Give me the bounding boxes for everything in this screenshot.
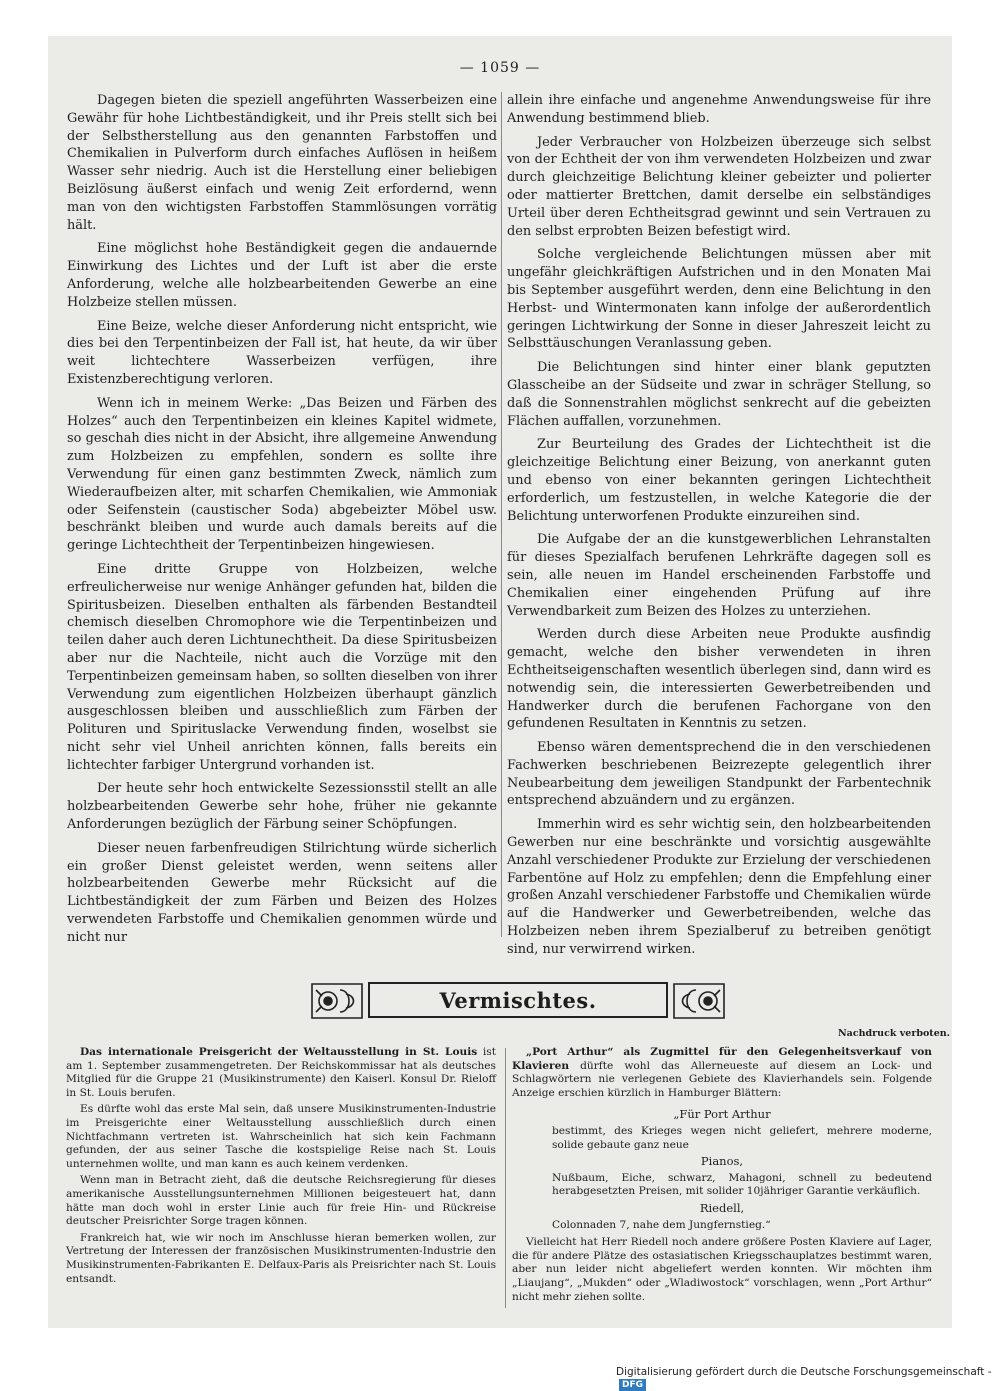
article-lead-text: dürfte wohl das Allerneueste auf diesem an Lock- und Schlagwörtern nie verlegenen Gebiete des Klavierhandels sein. Folgende Anzeige erschien kürzlich in Hamburger Blättern: [512,1059,932,1099]
column-divider [501,92,502,937]
page-number: — 1059 — [459,60,541,76]
article-heading: „Port Arthur“ als Zugmittel für den Gelegenheitsverkauf von Klavieren [512,1046,932,1072]
paragraph: Immerhin wird es sehr wichtig sein, den holzbearbeitenden Gewerben nur eine beschränkte und vorsichtig ausgewählte Anzahl verschiedener Produkte zur Erzielung der verschiedenen Farbentöne auf Holz zu empfehlen; denn die Empfehlung einer großen Anzahl verschiedener Farbstoffe und Chemikalien würde auf die Handwerker und Gewerbetreibenden, welche das Holzbeizen neben ihrem Spezialberuf zu betreiben genötigt sind, nur verwirrend wirken. [507,817,931,957]
misc-left-article [66,1046,496,1289]
misc-right-article [512,1046,932,1307]
paragraph: Ebenso wären dementsprechend die in den verschiedenen Fachwerken beschriebenen Beizrezepte gelegentlich ihrer Neubearbeitung dem jeweiligen Standpunkt der Farbentechnik entsprechend abzuändern und zu ergänzen. [507,740,931,809]
ad-line: Riedell, [699,1200,745,1215]
paragraph: Werden durch diese Arbeiten neue Produkte ausfindig gemacht, welche den bisher verwendeten in ihren Echtheitseigenschaften wesentlich überlegen sind, dann wird es notwendig sein, die interessierten Gewerbetreibenden und Handwerker durch die berufenen Fachorgane von den gefundenen Resultaten in Kenntnis zu setzen. [507,627,931,732]
section-banner [308,980,728,1022]
left-column [67,92,497,953]
paragraph: Dagegen bieten die speziell angeführten Wasserbeizen eine Gewähr für hohe Lichtbeständigkeit, und ihr Preis stellt sich bei der Selbstherstellung aus den genannten Farbstoffen und Chemikalien in Pulverform durch einfaches Auflösen in heißem Wasser sehr niedrig. Auch ist die Herstellung einer beliebigen Beizlösung äußerst einfach und wenig Zeit erfordernd, wenn man von den wichtigsten Farbstoffen Stammlösungen vorrätig hält. [67,93,497,233]
paragraph: allein ihre einfache und angenehme Anwendungsweise für ihre Anwendung bestimmend blieb. [507,93,931,126]
right-column [507,92,931,965]
section-title-box [368,982,668,1018]
scanned-page [48,36,952,1328]
ad-line: Nußbaum, Eiche, schwarz, Mahagoni, schnell zu bedeutend herabgesetzten Preisen, mit solider 10jähriger Garantie verkäuflich. [552,1171,932,1198]
ad-line: „Für Port Arthur [673,1107,771,1122]
ad-line: Colonnaden 7, nahe dem Jungfernstieg.“ [552,1218,771,1231]
dfg-logo: DFG [619,1379,646,1391]
paragraph: Eine dritte Gruppe von Holzbeizen, welche erfreulicherweise nur wenige Anhänger gefunden hat, bilden die Spiritusbeizen. Dieselben enthalten als färbenden Bestandteil chemisch dieselben Chromophore wie die Terpentinbeizen und teilen daher auch deren Lichtunechtheit. Da diese Spiritusbeizen aber nur die Nachteile, nicht auch die Vorzüge mit den Terpentinbeizen gemeinsam haben, so sollten dieselben von ihrer Verwendung zum eigentlichen Holzbeizen überhaupt gänzlich ausgeschlossen bleiben und ausschließlich zum Färben der Polituren und Spirituslacke Verwendung finden, woselbst sie nicht sehr viel Unheil anrichten können, falls bereits ein lichtechter farbiger Untergrund vorhanden ist. [67,561,497,773]
column-divider [505,1048,506,1308]
footer-credit [616,1366,1000,1391]
paragraph: Die Aufgabe der an die kunstgewerblichen Lehranstalten für dieses Spezialfach berufenen Lehrkräfte dagegen soll es sein, alle neuen im Handel erscheinenden Farbstoffe und Chemikalien einer eingehenden Prüfung auf ihre Verwendbarkeit zum Beizen des Holzes zu unterziehen. [507,532,931,619]
paragraph: Solche vergleichende Belichtungen müssen aber mit ungefähr gleichkräftigen Aufstrichen und in den Monaten Mai bis September ausgeführt werden, denn eine Belichtung in den Herbst- und Wintermonaten kann infolge der außerordentlich geringen Lichtwirkung der Sonne in dieser Jahreszeit leicht zu Selbsttäuschungen Veranlassung geben. [507,247,931,352]
paragraph: Der heute sehr hoch entwickelte Sezessionsstil stellt an alle holzbearbeitenden Gewerbe sehr hohe, früher nie gekannte Anforderungen bezüglich der Färbung seiner Schöpfungen. [67,781,497,833]
ad-line: bestimmt, des Krieges wegen nicht geliefert, mehrere moderne, solide gebaute ganz neue [552,1124,932,1151]
article-lead-text: ist am 1. September zusammengetreten. Der Reichskommissar hat als deutsches Mitglied für die Gruppe 21 (Musikinstrumente) den Kaiserl. Konsul Dr. Rieloff in St. Louis berufen. [66,1046,496,1099]
section-title: Vermischtes. [439,987,597,1013]
paragraph: Eine Beize, welche dieser Anforderung nicht entspricht, wie dies bei den Terpentinbeizen der Fall ist, hat heute, da wir über weit lichtechtere Wasserbeizen verfügen, ihre Existenzberechtigung verloren. [67,318,497,387]
footer-text: Digitalisierung gefördert durch die Deutsche Forschungsgemeinschaft - [616,1366,992,1378]
paragraph: Vielleicht hat Herr Riedell noch andere größere Posten Klaviere auf Lager, die für andere Plätze des ostasiatischen Kriegsschauplatzes bestimmt waren, aber nun leider nicht abgeliefert werden konnten. Wir möchten ihm „Liaujang“, „Mukden“ oder „Wladiwostock“ vorschlagen, wenn „Port Arthur“ nicht mehr ziehen sollte. [512,1236,932,1303]
article-lead [66,1046,496,1100]
paragraph: Wenn ich in meinem Werke: „Das Beizen und Färben des Holzes“ auch den Terpentinbeizen ein kleines Kapitel widmete, so geschah dies nicht in der Absicht, ihre allgemeine Anwendung zum Holzbeizen zu empfehlen, sondern es sollte ihre Verwendung für einen ganz bestimmten Zweck, nämlich zum Wiederaufbeizen alter, mit scharfen Chemikalien, wie Ammoniak oder Seifenstein (caustischer Soda) abgebeizter Möbel usw. beschränkt bleiben und wurde auch damals bereits auf die geringe Lichtechtheit der Terpentinbeizen hingewiesen. [67,395,497,554]
ad-line: Pianos, [700,1154,744,1169]
paragraph: Es dürfte wohl das erste Mal sein, daß unsere Musikinstrumenten-Industrie im Preisgerichte einer Weltausstellung ausschließlich durch einen Nichtfachmann vertreten ist. Wahrscheinlich hat sich kein Fachmann gefunden, der aus seiner Tasche die kostspielige Reise nach St. Louis unternehmen wollte, und man kann es auch keinem verdenken. [66,1103,496,1170]
paragraph: Eine möglichst hohe Beständigkeit gegen die andauernde Einwirkung des Lichtes und der Luft ist aber die erste Anforderung, welche alle holzbearbeitenden Gewerbe an eine Holzbeize stellen müssen. [67,241,497,310]
paragraph: Frankreich hat, wie wir noch im Anschlusse hieran bemerken wollen, zur Vertretung der Interessen der französischen Musikinstrumenten-Industrie den Musikinstrumenten-Fabrikanten E. Delfaux-Paris als Preisrichter nach St. Louis entsandt. [66,1231,496,1285]
paragraph: Dieser neuen farbenfreudigen Stilrichtung würde sicherlich ein großer Dienst geleistet werden, wenn seitens aller holzbearbeitenden Gewerbe mehr Rücksicht auf die Lichtbeständigkeit der zum Färben und Beizen des Holzes verwendeten Farbstoffe und Chemikalien genommen würde und nicht nur [67,840,497,945]
paragraph: Die Belichtungen sind hinter einer blank geputzten Glasscheibe an der Südseite und zwar in schräger Stellung, so daß die Sonnenstrahlen möglichst senkrecht auf die gebeizten Flächen auffallen, vorzunehmen. [507,360,931,429]
article-lead [512,1046,932,1100]
paragraph: Zur Beurteilung des Grades der Lichtechtheit ist die gleichzeitige Belichtung einer Beizung, von anerkannt guten und ebenso von einer bekannten geringen Lichtechtheit erforderlich, um festzustellen, in welche Kategorie die der Belichtung unterworfenen Produkte einzureihen sind. [507,437,931,524]
paragraph: Jeder Verbraucher von Holzbeizen überzeuge sich selbst von der Echtheit der von ihm verwendeten Holzbeizen und zwar durch gleichzeitige Belichtung kleiner gebeizter und polierter oder mattierter Brettchen, damit derselbe ein selbständiges Urteil über deren Echtheitsgrad gewinnt und sein Vertrauen zu den selbst erprobten Beizen befestigt wird. [507,134,931,239]
right-ornament-icon [670,980,728,1022]
left-ornament-icon [308,980,366,1022]
reprint-note: Nachdruck verboten. [838,1028,950,1039]
article-heading: Das internationale Preisgericht der Weltausstellung in St. Louis [80,1046,478,1058]
paragraph: Wenn man in Betracht zieht, daß die deutsche Reichsregierung für dieses amerikanische Ausstellungsunternehmen Millionen beigesteuert hat, dann hätte man doch wohl in erster Linie auch für freie Hin- und Rückreise deutscher Preisrichter Sorge tragen können. [66,1174,496,1228]
